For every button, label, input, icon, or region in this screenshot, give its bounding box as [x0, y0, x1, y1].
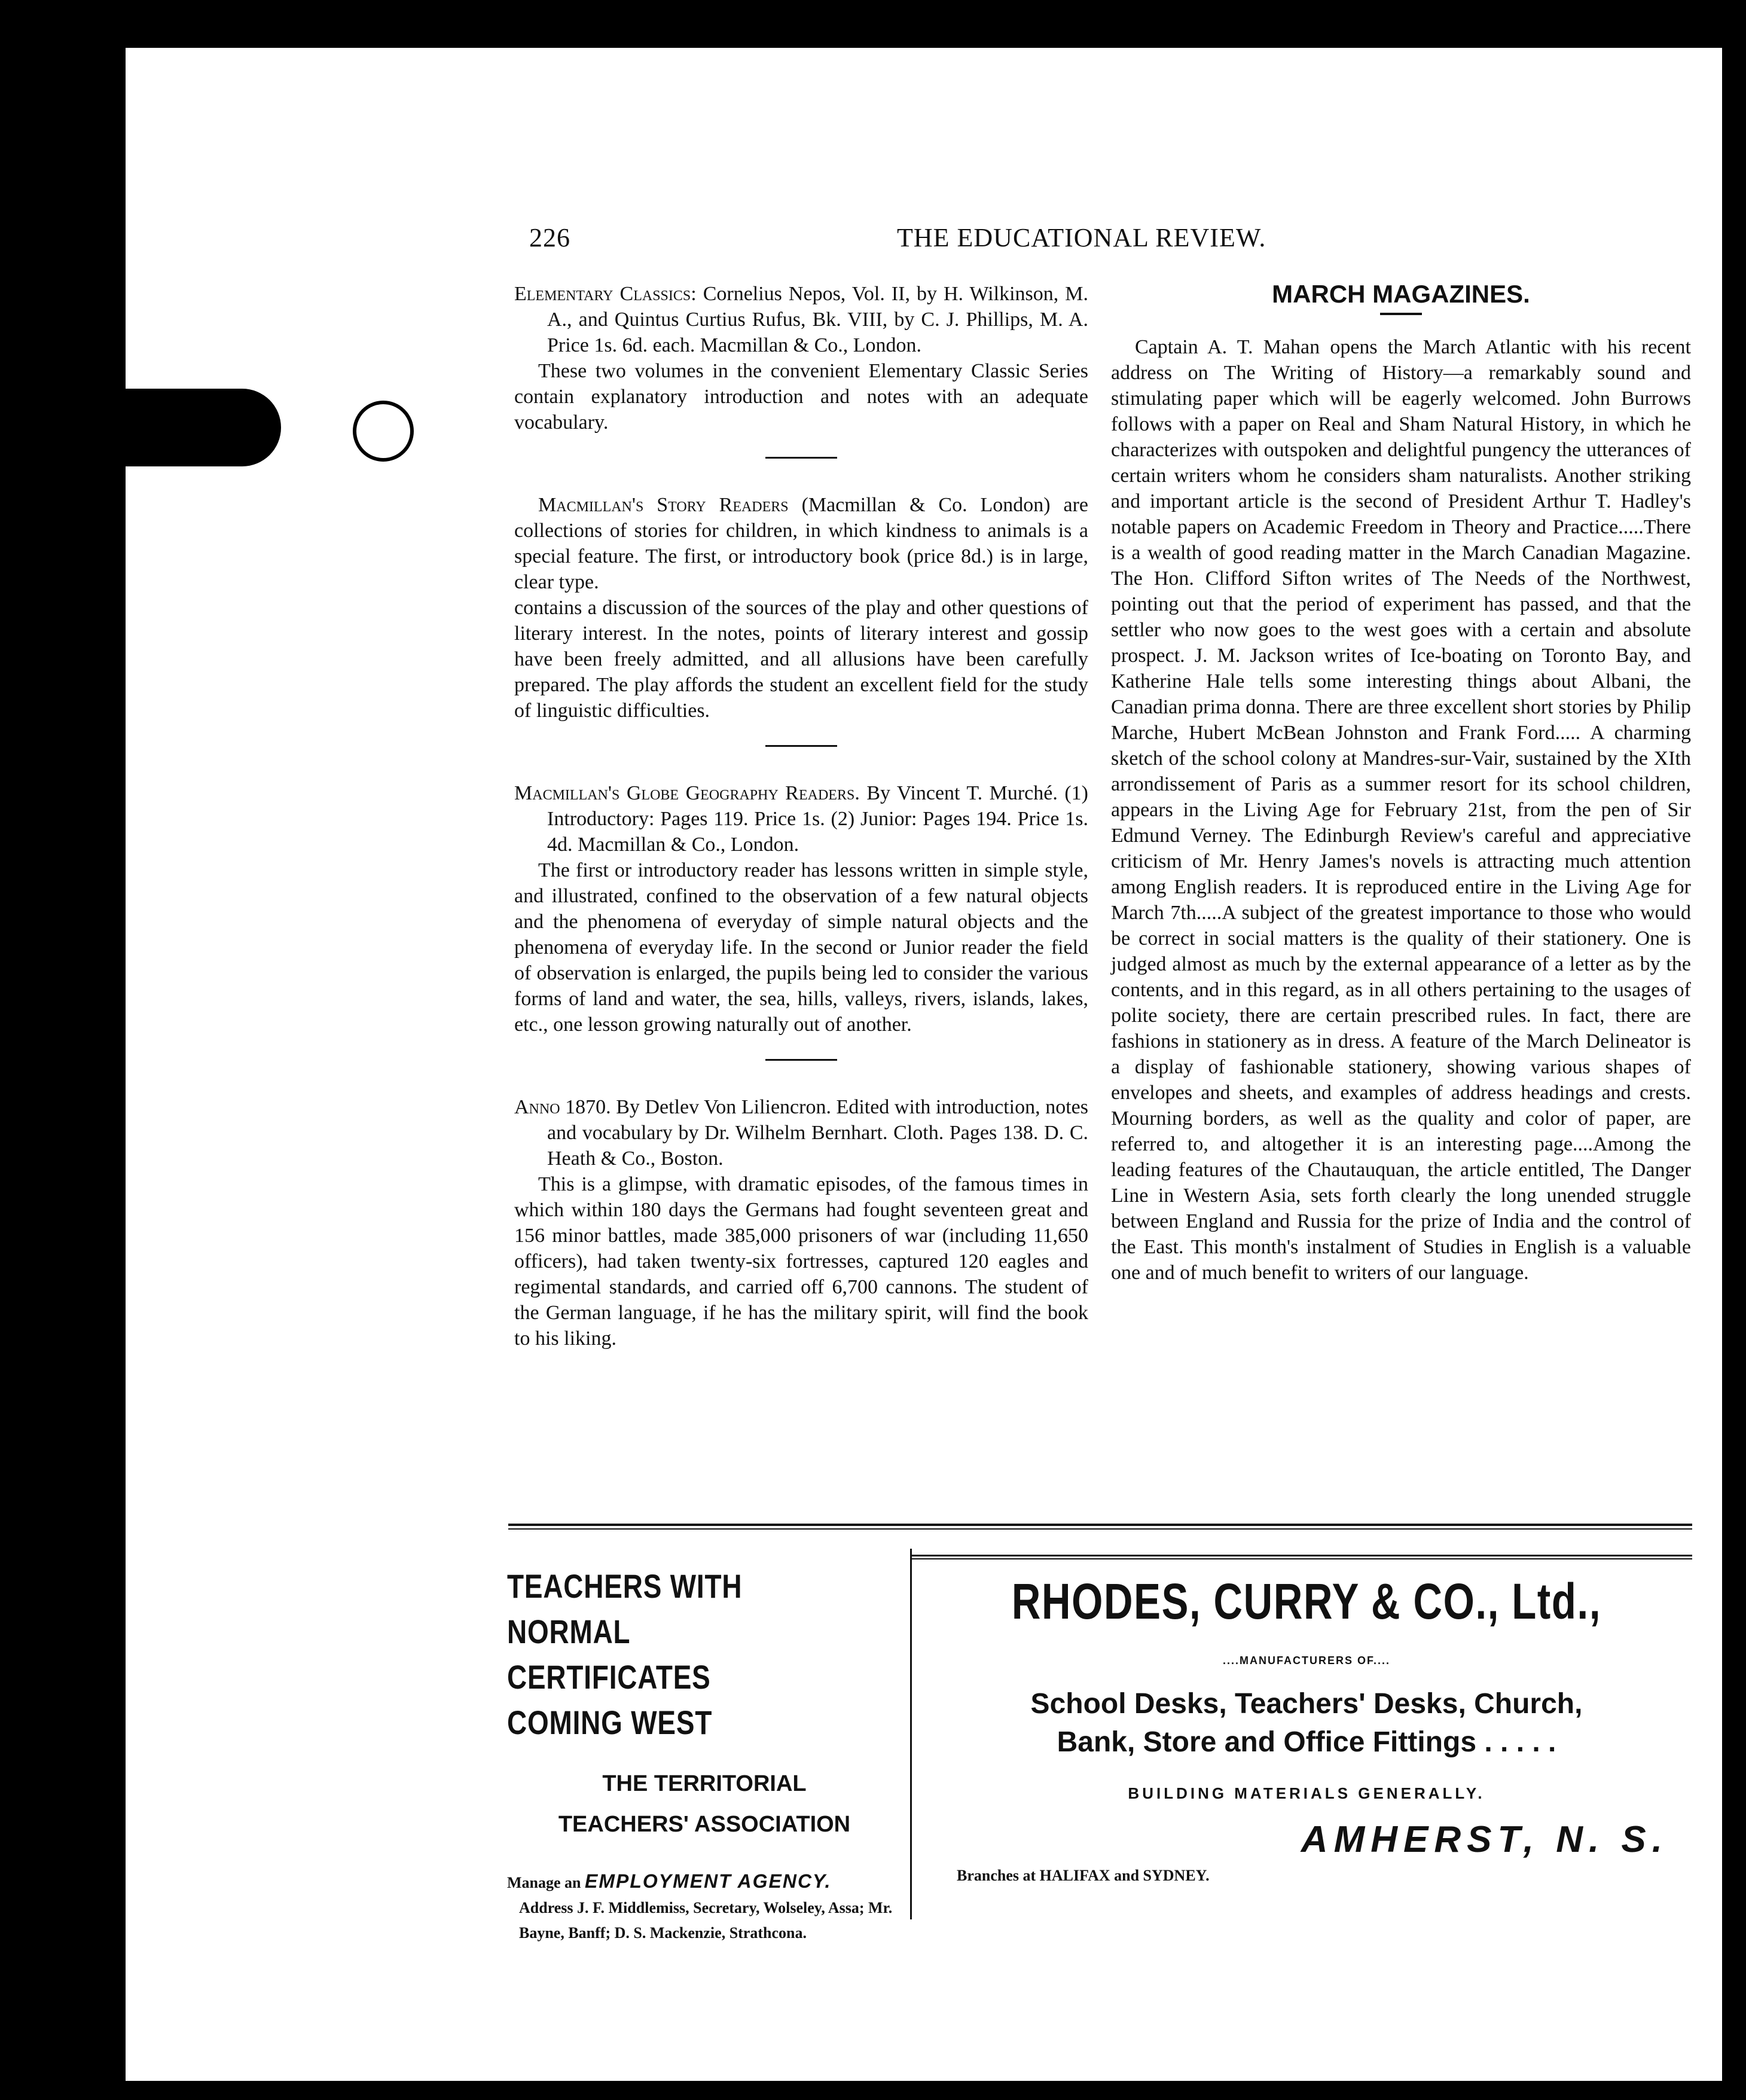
entry-heading — [514, 780, 1088, 857]
manufacturers-label: ....MANUFACTURERS OF.... — [1222, 1655, 1390, 1666]
teachers-advert — [507, 1564, 902, 1946]
right-column — [1111, 281, 1691, 1286]
rhodes-curry-advert — [921, 1573, 1692, 1885]
scan-gutter — [0, 0, 126, 2100]
products-line: Bank, Store and Office Fittings . . . . . — [1057, 1726, 1556, 1758]
advert-right-rule-thin — [912, 1558, 1692, 1559]
agency-emphasis: EMPLOYMENT AGENCY. — [585, 1870, 832, 1892]
entry-heading — [514, 1094, 1088, 1171]
advert-divider — [910, 1549, 912, 1919]
separator-rule — [765, 745, 837, 747]
advert-heading: CERTIFICATES COMING WEST — [507, 1658, 713, 1741]
entry-title: Macmillan's Globe Geography Readers. — [514, 782, 860, 804]
advert-top-rule-thin — [508, 1528, 1692, 1530]
title-rule — [1380, 313, 1422, 315]
agency-address: Address J. F. Middlemiss, Secretary, Wolseley, Assa; Mr. Bayne, Banff; D. S. Mackenzie, Strathcona. — [519, 1899, 893, 1942]
entry-body: These two volumes in the convenient Elementary Classic Series contain explanatory introduction and notes with an adequate vocabulary. — [514, 360, 1088, 434]
entry-details: By Detlev Von Liliencron. Edited with introduction, notes and vocabulary by Dr. Wilhelm Bernhart. Cloth. Pages 138. D. C. Heath & Co., Boston. — [547, 1096, 1088, 1170]
thumbnail-shape — [353, 401, 414, 462]
separator-rule — [765, 457, 837, 459]
entry-body: The first or introductory reader has lessons written in simple style, and illustrated, confined to the observation of a few natural objects and the phenomena of everyday of simple natural objects and the phenomena of everyday life. In the second or Junior reader the field of observation is enlarged, the pupils being led to consider the various forms of land and water, the sea, hills, valleys, rivers, islands, lakes, etc., one lesson growing naturally out of another. — [514, 859, 1088, 1036]
advert-top-rule — [508, 1524, 1692, 1526]
review-entry — [514, 492, 1088, 724]
review-entry — [514, 1094, 1088, 1351]
association-name — [507, 1763, 902, 1845]
entry-details: By Vincent T. Murché. (1) Introductory: Pages 119. Price 1s. (2) Junior: Pages 194. Price 1s. 4d. Macmillan & Co., London. — [547, 782, 1088, 856]
advert-heading: TEACHERS WITH NORMAL — [507, 1567, 743, 1650]
products-line: School Desks, Teachers' Desks, Church, — [1030, 1688, 1583, 1720]
left-column — [514, 281, 1088, 1351]
entry-title: Anno 1870. — [514, 1096, 611, 1118]
agency-prefix: Manage an — [507, 1874, 585, 1891]
company-location: AMHERST, N. S. — [1301, 1819, 1668, 1860]
review-entry — [514, 281, 1088, 435]
thumb-shadow — [0, 389, 281, 466]
company-name: RHODES, CURRY & CO., Ltd., — [1011, 1573, 1602, 1629]
separator-rule — [765, 1059, 837, 1061]
advert-right-rule — [912, 1555, 1692, 1556]
agency-line — [507, 1869, 902, 1896]
branches-line: Branches at HALIFAX and SYDNEY. — [957, 1867, 1210, 1884]
building-materials: BUILDING MATERIALS GENERALLY. — [1128, 1784, 1485, 1802]
entry-details: (Macmillan & Co. London) are collections of stories for children, in which kindness to animals is a special feature. The first, or introductory book (price 8d.) is in large, clear type. — [514, 494, 1088, 593]
running-title: THE EDUCATIONAL REVIEW. — [897, 223, 1266, 252]
entry-title: Elementary Classics: — [514, 283, 697, 305]
entry-body: This is a glimpse, with dramatic episodes, of the famous times in which within 180 days the Germans had fought seventeen great and 156 minor battles, made 385,000 prisoners of war (including 11,650 officers), had taken twenty-six fortresses, captured 120 eagles and regimental standards, and carried off 6,700 cannons. The student of the German language, if he has the military spirit, will find the book to his liking. — [514, 1173, 1088, 1350]
page-number: 226 — [529, 223, 570, 252]
entry-heading — [514, 492, 1088, 595]
entry-title: Macmillan's Story Readers — [538, 494, 789, 516]
association-line: TEACHERS' ASSOCIATION — [558, 1812, 851, 1837]
review-entry — [514, 780, 1088, 1037]
entry-body: contains a discussion of the sources of the play and other questions of literary interest. In the notes, points of literary interest and gossip have been freely admitted, and all allusions have been carefully prepared. The play affords the student an excellent field for the study of linguistic difficulties. — [514, 597, 1088, 722]
entry-heading — [514, 281, 1088, 358]
magazines-body: Captain A. T. Mahan opens the March Atlantic with his recent address on The Writing of History—a remarkably sound and stimulating paper which will be eagerly welcomed. John Burrows follows with a paper on Real and Sham Natural History, in which he characterizes with outspoken and delightful pungency the utterances of certain writers whom he considers sham naturalists. Another striking and important article is the second of President Arthur T. Hadley's notable papers on Academic Freedom in Theory and Practice.....There is a wealth of good reading matter in the March Canadian Magazine. The Hon. Clifford Sifton writes of The Needs of the Northwest, pointing out that the period of experiment has passed, and that the settler who now goes to the west goes with a certain and absolute prospect. J. M. Jackson writes of Ice-boating on Toronto Bay, and Katherine Hale tells some interesting things about Albani, the Canadian prima donna. There are three excellent short stories by Philip Marche, Hubert McBean Johnston and Frank Ford..... A charming sketch of the school colony at Mandres-sur-Vair, sustained by the XIth arrondissement of Paris as a summer resort for its school children, appears in the Living Age for February 21st, from the pen of Sir Edmund Verney. The Edinburgh Review's careful and appreciative criticism of Mr. Henry James's novels is attracting much attention among English readers. It is reproduced entire in the Living Age for March 7th.....A subject of the greatest importance to those who would be correct in social matters is the quality of their stationery. One is judged almost as much by the external appearance of a letter as by the contents, and in this regard, as in all others pertaining to the usages of polite society, there are certain prescribed rules. In fact, there are fashions in stationery as in dress. A feature of the March Delineator is a display of fashionable stationery, showing various shapes of envelopes and sheets, and examples of address headings and crests. Mourning borders, as well as the quality and color of paper, are referred to, and altogether it is an interesting page....Among the leading features of the Chautauquan, the article entitled, The Danger Line in Western Asia, sets forth clearly the long unended struggle between England and Russia for the prize of India and the control of the East. This month's instalment of Studies in English is a valuable one and of much benefit to writers of our language. — [1111, 336, 1691, 1284]
association-line: THE TERRITORIAL — [602, 1771, 807, 1796]
entry-details: Cornelius Nepos, Vol. II, by H. Wilkinson, M. A., and Quintus Curtius Rufus, Bk. VIII, by C. J. Phillips, M. A. Price 1s. 6d. each. Macmillan & Co., London. — [547, 283, 1088, 356]
section-title: MARCH MAGAZINES. — [1272, 280, 1530, 308]
